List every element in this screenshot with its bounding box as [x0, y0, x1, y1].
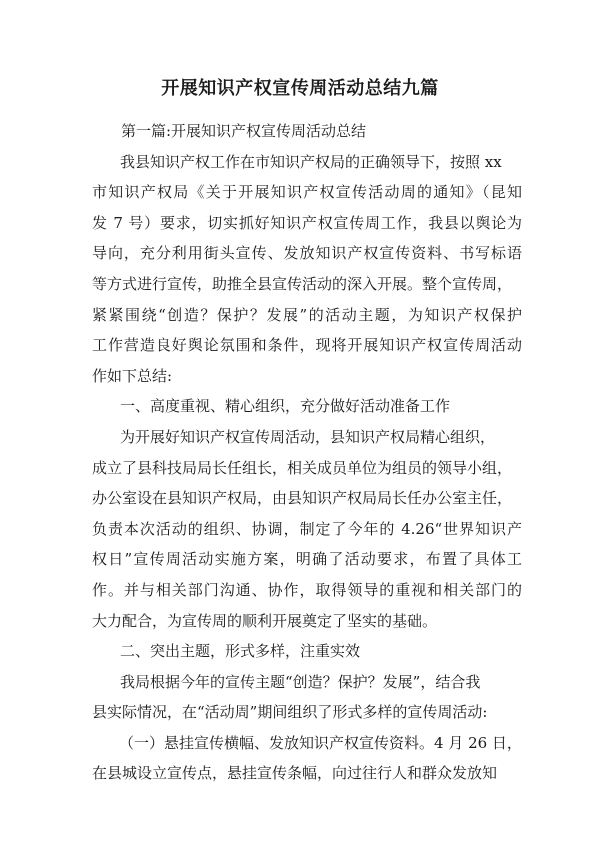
paragraph-line: 我局根据今年的宣传主题“创造？保护？发展”，结合我 — [120, 672, 481, 691]
subheading: 一、高度重视、精心组织，充分做好活动准备工作 — [120, 397, 451, 416]
paragraph-line: 市知识产权局《关于开展知识产权宣传活动周的通知》（昆知 — [92, 183, 522, 202]
paragraph-line: 等方式进行宣传，助推全县宣传活动的深入开展。整个宣传周， — [92, 274, 513, 293]
document-body — [92, 116, 522, 789]
paragraph-line: 发 7 号）要求，切实抓好知识产权宣传周工作，我县以舆论为 — [92, 213, 522, 232]
paragraph-line: （一）悬挂宣传横幅、发放知识产权宣传资料。4 月 26 日， — [119, 733, 522, 752]
paragraph-line: 县实际情况，在“活动周”期间组织了形式多样的宣传周活动: — [92, 703, 488, 722]
paragraph-line: 紧紧围绕“创造？保护？发展”的活动主题，为知识产权保护 — [92, 305, 522, 324]
paragraph-line: 负责本次活动的组织、协调，制定了今年的 4.26“世界知识产 — [92, 519, 522, 538]
paragraph-line: 权日”宣传周活动实施方案，明确了活动要求，布置了具体工 — [92, 550, 522, 569]
paragraph-line: 在县城设立宣传点，悬挂宣传条幅，向过往行人和群众发放知 — [92, 764, 498, 783]
subheading: 二、突出主题，形式多样，注重实效 — [120, 642, 361, 661]
paragraph-line: 作如下总结: — [92, 366, 173, 385]
paragraph-line: 成立了县科技局局长任组长，相关成员单位为组员的领导小组， — [92, 458, 513, 477]
paragraph-line: 大力配合，为宣传周的顺利开展奠定了坚实的基础。 — [92, 611, 438, 630]
document-title: 开展知识产权宣传周活动总结九篇 — [161, 78, 439, 99]
paragraph-line: 办公室设在县知识产权局，由县知识产权局局长任办公室主任， — [92, 489, 513, 508]
paragraph-line: 工作营造良好舆论氛围和条件，现将开展知识产权宣传周活动 — [92, 336, 522, 355]
paragraph-line: 我县知识产权工作在市知识产权局的正确领导下，按照 xx — [120, 152, 502, 171]
paragraph-line: 导向，充分利用街头宣传、发放知识产权宣传资料、书写标语 — [92, 244, 522, 263]
paragraph-line: 为开展好知识产权宣传周活动，县知识产权局精心组织， — [120, 427, 496, 446]
section-heading: 第一篇:开展知识产权宣传周活动总结 — [121, 122, 367, 140]
paragraph-line: 作。并与相关部门沟通、协作，取得领导的重视和相关部门的 — [92, 580, 522, 599]
